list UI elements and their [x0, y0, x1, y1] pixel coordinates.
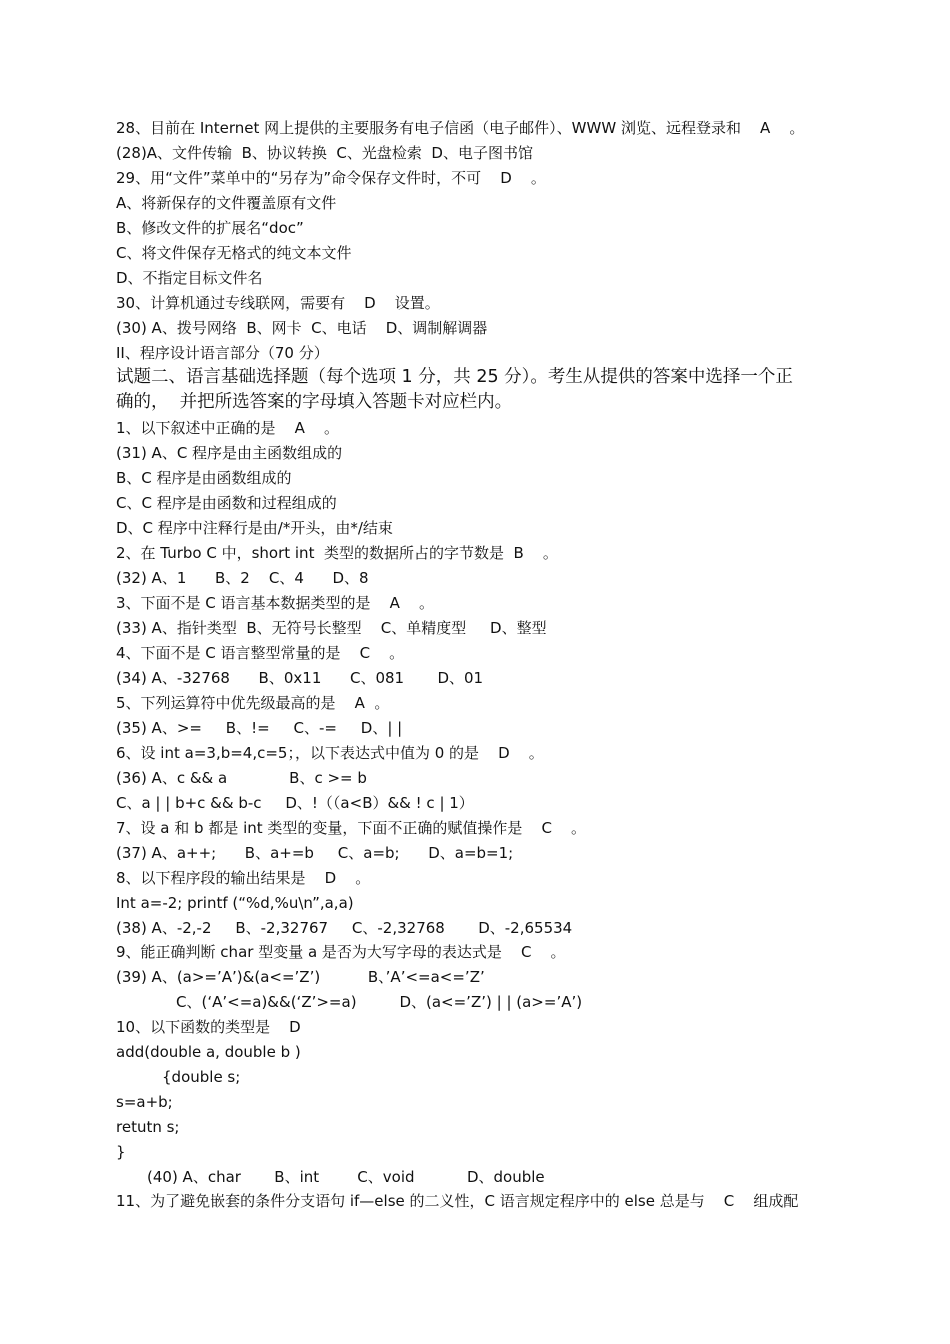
options-30: (30) A、拨号网络 B、网卡 C、电话 D、调制解调器	[116, 319, 488, 337]
instruction-line-2: 确的， 并把所选答案的字母填入答题卡对应栏内。	[116, 392, 513, 412]
options-32: (32) A、1 B、2 C、4 D、8	[116, 569, 369, 587]
options-28: (28)A、文件传输 B、协议转换 C、光盘检索 D、电子图书馆	[116, 144, 533, 162]
options-36-ab: (36) A、c && a B、c >= b	[116, 769, 367, 787]
options-37: (37) A、a++; B、a+=b C、a=b; D、a=b=1;	[116, 844, 514, 862]
question-11: 11、为了避免嵌套的条件分支语句 if—else 的二义性，C 语言规定程序中的 else 总是与 C 组成配	[116, 1192, 799, 1210]
question-6: 6、设 int a=3,b=4,c=5；，以下表达式中值为 0 的是 D 。	[116, 744, 544, 762]
options-36-cd: C、a | | b+c && b-c D、!（（a<B）&& ! c | 1）	[116, 794, 474, 812]
option-31-b: B、C 程序是由函数组成的	[116, 469, 292, 487]
code-line-5: }	[116, 1143, 126, 1161]
options-40: (40) A、char B、int C、void D、double	[147, 1168, 545, 1186]
option-31-a: (31) A、C 程序是由主函数组成的	[116, 444, 343, 462]
options-35: (35) A、>= B、!= C、-= D、| |	[116, 719, 403, 737]
question-28: 28、目前在 Internet 网上提供的主要服务有电子信函（电子邮件）、WWW 浏览、远程登录和 A 。	[116, 119, 805, 137]
question-4: 4、下面不是 C 语言整型常量的是 C 。	[116, 644, 405, 662]
question-1: 1、以下叙述中正确的是 A 。	[116, 419, 339, 437]
question-3: 3、下面不是 C 语言基本数据类型的是 A 。	[116, 594, 434, 612]
question-10: 10、以下函数的类型是 D	[116, 1018, 301, 1036]
question-30: 30、计算机通过专线联网，需要有 D 设置。	[116, 294, 440, 312]
option-31-d: D、C 程序中注释行是由/*开头，由*/结束	[116, 519, 393, 537]
question-5: 5、下列运算符中优先级最高的是 A 。	[116, 694, 390, 712]
code-line-4: retutn s;	[116, 1118, 180, 1136]
question-9: 9、能正确判断 char 型变量 a 是否为大写字母的表达式是 C 。	[116, 943, 566, 961]
code-line-3: s=a+b;	[116, 1093, 173, 1111]
options-33: (33) A、指针类型 B、无符号长整型 C、单精度型 D、整型	[116, 619, 547, 637]
code-line-8: Int a=-2; printf (“%d,%u\n”,a,a)	[116, 894, 354, 912]
options-34: (34) A、-32768 B、0x11 C、081 D、01	[116, 669, 484, 687]
code-line-2: {double s;	[162, 1068, 241, 1086]
instruction-line-1: 试题二、语言基础选择题（每个选项 1 分，共 25 分）。考生从提供的答案中选择一个正	[116, 367, 793, 387]
options-38: (38) A、-2,-2 B、-2,32767 C、-2,32768 D、-2,65534	[116, 919, 573, 937]
section-heading: II、程序设计语言部分（70 分）	[116, 344, 329, 362]
question-8: 8、以下程序段的输出结果是 D 。	[116, 869, 371, 887]
question-7: 7、设 a 和 b 都是 int 类型的变量，下面不正确的赋值操作是 C 。	[116, 819, 587, 837]
option-29-a: A、将新保存的文件覆盖原有文件	[116, 194, 337, 212]
options-39-ab: (39) A、(a>=’A’)&(a<=’Z’) B、’A’<=a<=’Z’	[116, 968, 485, 986]
option-29-b: B、修改文件的扩展名“doc”	[116, 219, 304, 237]
question-2: 2、在 Turbo C 中，short int 类型的数据所占的字节数是 B 。	[116, 544, 558, 562]
option-29-c: C、将文件保存无格式的纯文本文件	[116, 244, 352, 262]
question-29: 29、用“文件”菜单中的“另存为”命令保存文件时，不可 D 。	[116, 169, 546, 187]
code-line-1: add(double a, double b )	[116, 1043, 301, 1061]
options-39-cd: C、(‘A’<=a)&&(‘Z’>=a) D、(a<=’Z’) | | (a>=’A’)	[176, 993, 583, 1011]
option-31-c: C、C 程序是由函数和过程组成的	[116, 494, 337, 512]
option-29-d: D、不指定目标文件名	[116, 269, 263, 287]
